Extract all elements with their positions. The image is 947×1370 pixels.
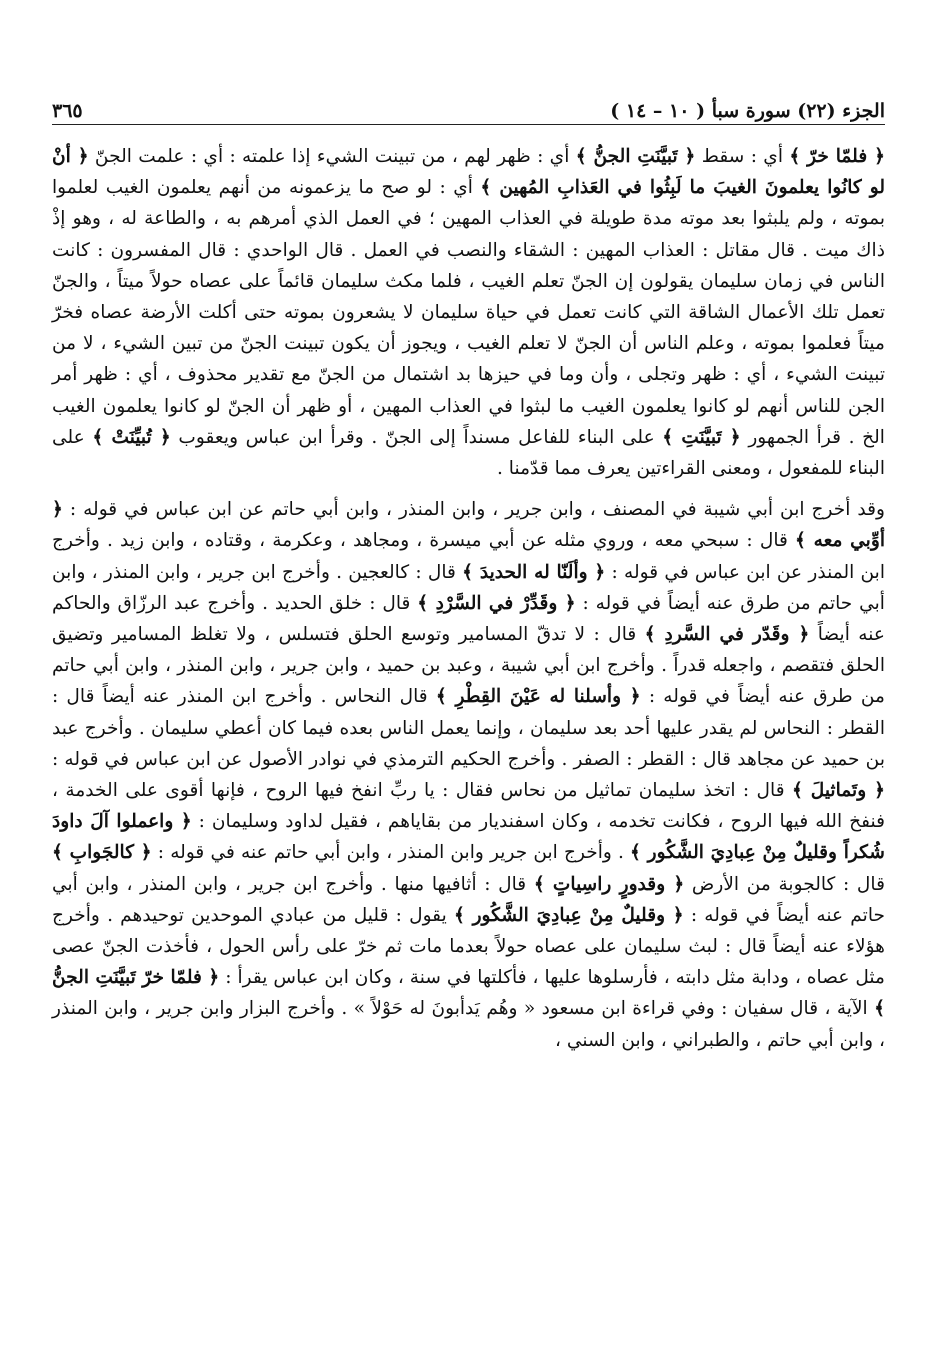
text-segment: على البناء للفاعل مسنداً إلى الجنّ . وقرأ ابن عباس ويعقوب (170, 426, 663, 448)
text-segment: قال : خلق الحديد . وأخرج عبد الرزّاق والحاكم عنه أيضاً (52, 592, 885, 646)
text-segment: أي : سقط (695, 146, 790, 167)
text-segment: وقد أخرج ابن أبي شيبة في المصنف ، وابن جرير ، وابن المنذر ، وابن أبي حاتم عن ابن عباس في قوله : (62, 499, 885, 521)
page-number: ٣٦٥ (52, 100, 83, 122)
text-segment: على البناء للمفعول ، ومعنى القراءتين يعرف مما قدّمنا . (52, 426, 885, 480)
text-segment: قال : سبحي معه ، وروي مثله عن أبي ميسرة ، ومجاهد ، وعكرمة ، وقتاده ، وابن زيد . وأخرج ابن المنذر عن ابن عباس في قوله : (52, 530, 885, 583)
quran-quote: ﴿ كالجَوابِ ﴾ (52, 842, 152, 864)
paragraph (52, 494, 885, 1056)
quran-quote: ﴿ وألَنّا له الحديدَ ﴾ (462, 561, 606, 583)
quran-quote: ﴿ وتَماثيلَ ﴾ (791, 780, 885, 802)
quran-quote: ﴿ وقَدّر في السَّردِ ﴾ (644, 624, 810, 646)
header-rule (52, 124, 885, 125)
text-segment: أي : لو صح ما يزعمونه من أنهم يعلمون الغيب لعلموا بموته ، ولم يلبثوا بعد موته مدة طويلة في العذاب المهين ؛ في العمل الذي أمرهم به ، والطاعة له ، وهو إذْ ذاك ميت . قال مقاتل : العذاب المهين : الشقاء والنصب في العمل . قال الواحدي : قال المفسرون : كانت الناس في زمان سليمان يقولون إن الجنّ تعلم الغيب ، فلما مكث سليمان قائماً على عصاه حولاً ميتاً ، والجنّ تعمل تلك الأعمال الشاقة التي كانت تعمل في حياة سليمان لا يشعرون بموته حتى أكلت الأرضة عصاه فخرّ ميتاً فعلموا بموته ، وعلم الناس أن الجنّ لا تعلم الغيب ، ويجوز أن يكون تبينت الجنّ من تبين الشيء ، لا من تبينت الشيء ، أي : ظهر وتجلى ، وأن وما في حيزها بد اشتمال من الجنّ مع تقدير محذوف ، أي : ظهر أمر الجن للناس أنهم لو كانوا يعلمون الغيب ما لبثوا في العذاب المهين ، أو ظهر أن الجنّ لو كانوا يعلمون الغيب الخ . قرأ الجمهور (52, 177, 885, 448)
text-segment: قال : كالجوبة من الأرض (684, 873, 885, 895)
text-segment: قال : اتخذ سليمان تماثيل من نحاس فقال : يا ربِّ انفخ فيها الروح ، فإنها أقوى على الخدمة ، فنفخ الله فيها الروح ، فكانت تخدمه ، وكان اسفنديار من بقاياهم ، فقيل لداود وسليمان : (52, 780, 885, 833)
text-segment: قال النحاس . وأخرج ابن المنذر عنه أيضاً قال : القطر : النحاس لم يقدر عليها أحد بعد سليمان ، وإنما يعمل الناس بعده فيما كان أعطي سليمان . وأخرج عبد بن حميد عن مجاهد قال : القطر : الصفر . وأخرج الحكيم الترمذي في نوادر الأصول عن ابن عباس في قوله : (52, 686, 885, 770)
quran-quote: ﴿ فلمّا خرّ ﴾ (789, 146, 886, 167)
quran-quote: ﴿ تُبيِّنَتْ ﴾ (92, 426, 171, 448)
quran-quote: ﴿ فلمّا خرّ تَبيَّنَتِ الجنُّ ﴾ (52, 967, 885, 1020)
quran-quote: ﴿ واعملوا آلَ داودَ شُكراً وقليلٌ مِنْ عِبادِيَ الشَّكُور ﴾ (52, 811, 886, 864)
paragraph (52, 141, 885, 484)
text-segment: الآية ، قال سفيان : وفي قراءة ابن مسعود « وهُم يَدأبونَ له حَوْلاً » . وأخرج البزار وابن جرير ، وابن المنذر ، وابن أبي حاتم ، والطبراني ، وابن السني ، (52, 998, 885, 1051)
running-header (52, 88, 885, 122)
quran-quote: ﴿ تَبيَّنَتِ ﴾ (662, 426, 741, 448)
header-title: الجزء (٢٢) سورة سبأ ( ١٠ – ١٤ ) (610, 100, 885, 122)
quran-quote: ﴿ تَبيَّنَتِ الجنُّ ﴾ (575, 146, 696, 167)
text-segment: يقول : قليل من عبادي الموحدين توحيدهم . وأخرج هؤلاء عنه أيضاً قال : لبث سليمان على عصاه حولاً بعدما مات ثم خرّ على رأس الحول ، فأخذت الجنّ عصى مثل عصاه ، ودابة مثل دابته ، فأرسلوها عليها ، فأكلتها في سنة ، وكان ابن عباس يقرأ : (52, 904, 885, 989)
text-segment: أي : ظهر لهم ، من تبينت الشيء إذا علمته : أي : علمت الجنّ (88, 146, 576, 167)
quran-quote: ﴿ وقَدِّرْ في السَّرْدِ ﴾ (417, 592, 576, 614)
text-segment: . وأخرج ابن جرير وابن المنذر ، وابن أبي حاتم عنه في قوله : (151, 842, 631, 864)
quran-quote: ﴿ أوِّبي معه ﴾ (52, 499, 885, 552)
text-segment: قال : لا تدقّ المسامير وتوسع الحلق فتسلس ، ولا تغلظ المسامير وتضيق الحلق فتقصم ، واجعله قدراً . وأخرج ابن أبي شيبة ، وعبد بن حميد ، وابن جرير ، وابن المنذر ، وابن أبي حاتم من طرق عنه أيضاً في قوله : (52, 624, 885, 708)
quran-quote: ﴿ وقدورٍ راسِياتٍ ﴾ (533, 873, 685, 895)
quran-quote: ﴿ أنْ لو كانُوا يعلمونَ الغيبَ ما لَبِثُوا في العَذابِ المُهين ﴾ (52, 146, 886, 199)
page-body (52, 141, 885, 1056)
text-segment: قال : كالعجين . وأخرج ابن جرير ، وابن المنذر ، وابن أبي حاتم من طرق عنه أيضاً في قوله : (52, 561, 885, 614)
quran-quote: ﴿ وأسلنا له عَيْنَ القِطْرِ ﴾ (435, 686, 641, 708)
quran-quote: ﴿ وقليلٌ مِنْ عِبادِيَ الشَّكُور ﴾ (453, 904, 684, 926)
text-segment: قال : أثافيها منها . وأخرج ابن جرير ، وابن المنذر ، وابن أبي حاتم عنه أيضاً في قوله : (52, 873, 885, 926)
